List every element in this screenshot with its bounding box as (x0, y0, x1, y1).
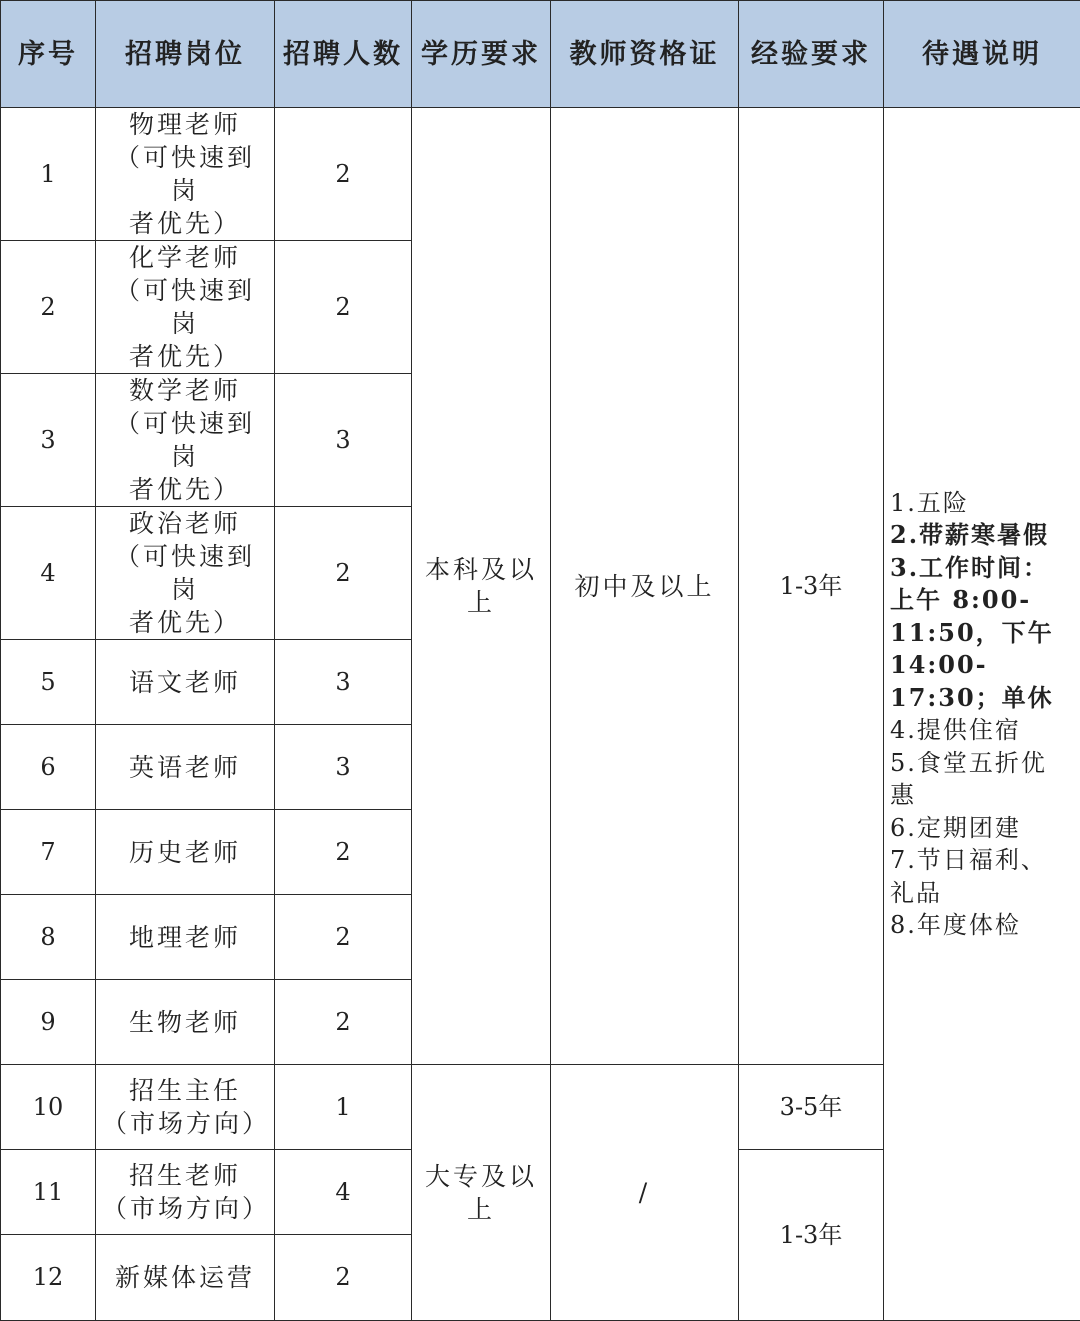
row-position (96, 725, 275, 810)
benefit-line: 5.食堂五折优 (890, 747, 1074, 780)
certificate-teachers: 初中及以上 (551, 108, 739, 1065)
education-line: 上 (418, 586, 544, 619)
row-count: 2 (275, 507, 412, 640)
education-line: 上 (418, 1193, 544, 1226)
header-experience: 经验要求 (739, 1, 884, 108)
row-no: 5 (1, 640, 96, 725)
row-no: 6 (1, 725, 96, 810)
position-line: 招生老师 (102, 1159, 268, 1192)
row-count: 3 (275, 374, 412, 507)
position-line: 地理老师 (102, 921, 268, 954)
position-line: 物理老师 (102, 108, 268, 141)
position-line: 化学老师 (102, 241, 268, 274)
benefits-cell (884, 108, 1080, 1321)
row-count: 1 (275, 1065, 412, 1150)
row-count: 2 (275, 980, 412, 1065)
benefit-line: 1.五险 (890, 487, 1074, 520)
education-admissions (412, 1065, 551, 1321)
row-no: 12 (1, 1235, 96, 1321)
row-no: 9 (1, 980, 96, 1065)
benefit-line: 2.带薪寒暑假 (890, 519, 1074, 552)
position-line: 者优先） (102, 340, 268, 373)
header-count: 招聘人数 (275, 1, 412, 108)
benefit-line: 17:30；单休 (890, 682, 1074, 715)
header-education: 学历要求 (412, 1, 551, 108)
row-position (96, 895, 275, 980)
experience-teachers: 1-3年 (739, 108, 884, 1065)
row-position (96, 640, 275, 725)
row-no: 11 (1, 1150, 96, 1235)
benefit-line: 6.定期团建 (890, 812, 1074, 845)
position-line: 招生主任 (102, 1074, 268, 1107)
row-position (96, 1235, 275, 1321)
education-teachers (412, 108, 551, 1065)
row-position (96, 241, 275, 374)
row-no: 2 (1, 241, 96, 374)
benefit-line: 7.节日福利、 (890, 844, 1074, 877)
benefit-line: 3.工作时间： (890, 552, 1074, 585)
position-line: 语文老师 (102, 666, 268, 699)
row-count: 3 (275, 640, 412, 725)
position-line: 历史老师 (102, 836, 268, 869)
benefit-line: 14:00- (890, 649, 1074, 682)
position-line: 政治老师 (102, 507, 268, 540)
position-line: （市场方向） (102, 1192, 268, 1225)
row-no: 4 (1, 507, 96, 640)
benefit-line: 4.提供住宿 (890, 714, 1074, 747)
education-line: 本科及以 (418, 553, 544, 586)
position-line: 者优先） (102, 473, 268, 506)
experience-row10: 3-5年 (739, 1065, 884, 1150)
position-line: （可快速到岗 (102, 540, 268, 606)
row-count: 2 (275, 108, 412, 241)
benefit-line: 11:50，下午 (890, 617, 1074, 650)
position-line: （可快速到岗 (102, 141, 268, 207)
row-position (96, 810, 275, 895)
header-position: 招聘岗位 (96, 1, 275, 108)
row-no: 8 (1, 895, 96, 980)
position-line: （市场方向） (102, 1107, 268, 1140)
benefit-line: 8.年度体检 (890, 909, 1074, 942)
row-no: 10 (1, 1065, 96, 1150)
row-position (96, 108, 275, 241)
position-line: 英语老师 (102, 751, 268, 784)
row-position (96, 980, 275, 1065)
header-row (1, 1, 1080, 108)
row-count: 2 (275, 895, 412, 980)
benefit-line: 惠 (890, 779, 1074, 812)
row-count: 2 (275, 810, 412, 895)
table-row (1, 108, 1080, 241)
header-no: 序号 (1, 1, 96, 108)
row-position (96, 507, 275, 640)
position-line: 数学老师 (102, 374, 268, 407)
benefit-line: 礼品 (890, 877, 1074, 910)
education-line: 大专及以 (418, 1160, 544, 1193)
row-position (96, 1150, 275, 1235)
position-line: 生物老师 (102, 1006, 268, 1039)
position-line: 者优先） (102, 606, 268, 639)
header-certificate: 教师资格证 (551, 1, 739, 108)
position-line: 新媒体运营 (102, 1261, 268, 1294)
row-no: 3 (1, 374, 96, 507)
position-line: 者优先） (102, 207, 268, 240)
row-count: 2 (275, 1235, 412, 1321)
header-benefits: 待遇说明 (884, 1, 1080, 108)
certificate-admissions: / (551, 1065, 739, 1321)
benefit-line: 上午 8:00- (890, 584, 1074, 617)
position-line: （可快速到岗 (102, 407, 268, 473)
row-count: 3 (275, 725, 412, 810)
experience-row11-12: 1-3年 (739, 1150, 884, 1321)
row-no: 7 (1, 810, 96, 895)
row-no: 1 (1, 108, 96, 241)
position-line: （可快速到岗 (102, 274, 268, 340)
row-count: 4 (275, 1150, 412, 1235)
row-count: 2 (275, 241, 412, 374)
row-position (96, 1065, 275, 1150)
row-position (96, 374, 275, 507)
